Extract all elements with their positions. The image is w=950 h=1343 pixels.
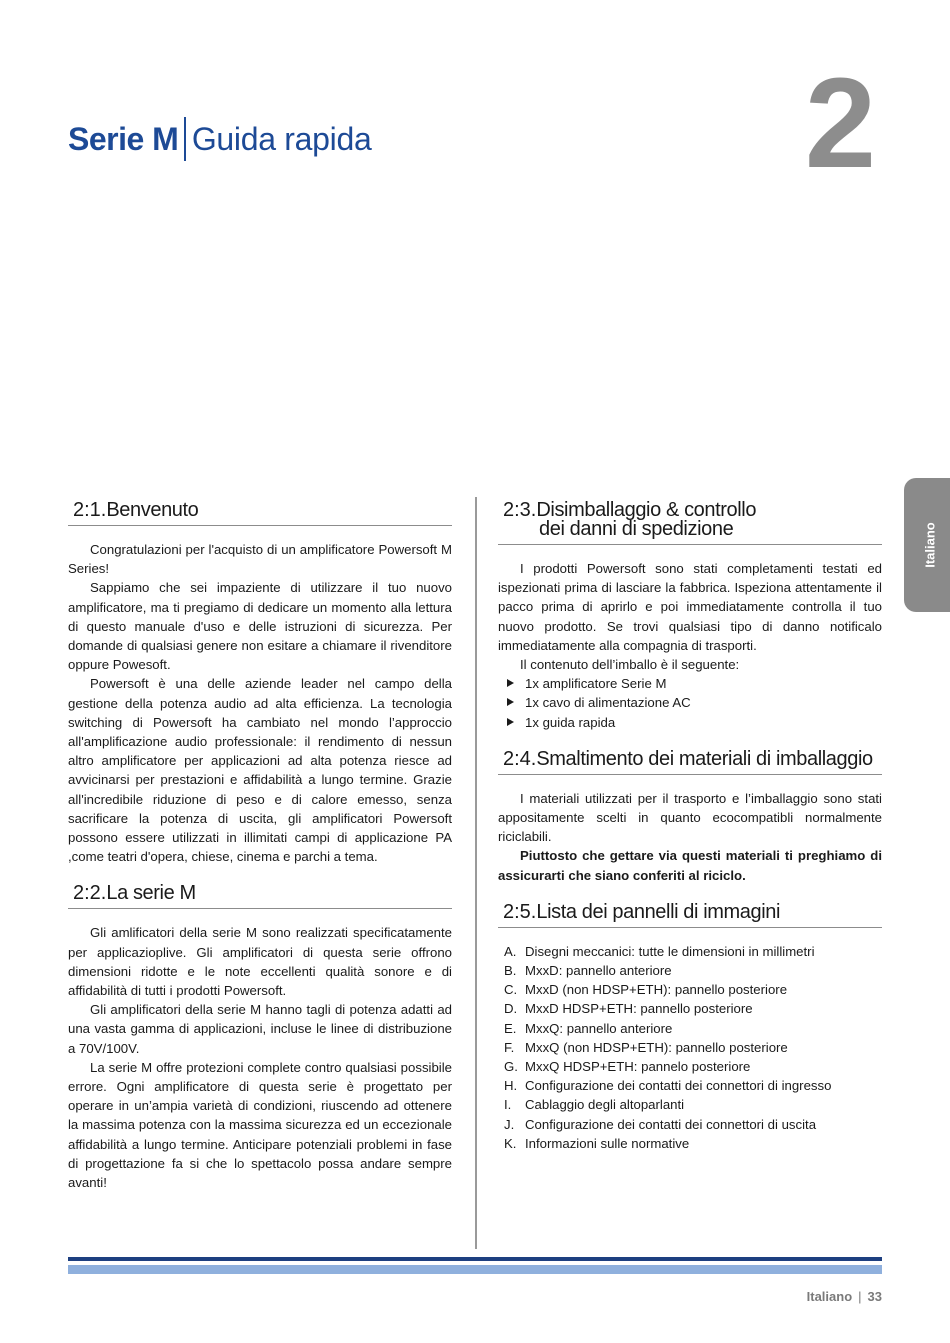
page-number: 33	[867, 1289, 882, 1304]
footer-language: Italiano	[806, 1289, 853, 1304]
list-item: 1x guida rapida	[498, 713, 882, 732]
list-item: D. MxxD HDSP+ETH: pannello posteriore	[504, 1001, 753, 1017]
section-heading-lista: 2:5.Lista dei pannelli di immagini	[498, 899, 882, 928]
paragraph: Congratulazioni per l'acquisto di un amplificatore Powersoft M Series!	[68, 542, 452, 577]
list-item: B. MxxD: pannello anteriore	[504, 963, 672, 979]
section-heading-disimballaggio: 2:3.Disimballaggio & controllo dei danni di spedizione	[498, 497, 882, 545]
right-column	[498, 497, 882, 1153]
language-tab-label: Italiano	[922, 522, 938, 568]
bullet-triangle-icon	[507, 679, 514, 687]
package-contents-list	[498, 674, 882, 732]
list-item: C. MxxD (non HDSP+ETH): pannello posteriore	[504, 982, 788, 998]
list-item: I. Cablaggio degli altoparlanti	[504, 1097, 685, 1113]
language-tab[interactable]	[904, 478, 950, 612]
bullet-triangle-icon	[507, 698, 514, 706]
page-footer	[807, 1289, 882, 1304]
list-item: 1x amplificatore Serie M	[498, 674, 882, 693]
recycling-notice: Piuttosto che gettare via questi materiali ti preghiamo di assicurarti che siano conferiti al riciclo.	[498, 848, 882, 883]
paragraph: Powersoft è una delle aziende leader nel campo della gestione della potenza audio ad alta efficienza. La tecnologia switching di Powersoft ha cambiato nel mondo l’approccio all'amplificazione audio professionale: il rendimento di nessun altro amplificatore per applicazioni ad alta potenza riesce ad avvicinarsi per prestazioni e affidabilità a lungo termine. Grazie all'incredibile riduzione di peso e di calore emesso, senza sacrificare la potenza di uscita, gli amplificatori Powersoft possono essere utilizzati in illimitati campi di applicazione PA ,come teatri d'opera, chiese, cinema e parchi a tema.	[68, 676, 452, 865]
title-divider	[184, 117, 186, 161]
section-heading-serie-m: 2:2.La serie M	[68, 880, 452, 909]
list-item: 1x cavo di alimentazione AC	[498, 693, 882, 712]
footer-rule-light	[68, 1265, 882, 1274]
paragraph: La serie M offre protezioni complete contro qualsiasi possibile errore. Ogni amplificatore di questa serie è progettato per operare in un’ampia varietà di condizioni, riuscendo ad ottenere la massima potenza con la massima sicurezza ed un eccezionale affidabilità a lungo termine. Anticipare potenziali problemi in fase di progettazione fa si che lo spettacolo possa andare sempre avanti!	[68, 1059, 452, 1191]
list-item: G. MxxQ HDSP+ETH: pannelo posteriore	[504, 1059, 751, 1075]
paragraph: I prodotti Powersoft sono stati completamenti testati ed ispezionati prima di lasciare la fabbrica. Ispeziona attentamente il pacco prima di aprirlo e poi immediatamente controlla il tuo nuovo prodotto. Se trovi qualsiasi tipo di danno notificalo immediatamente alla compagnia di trasporti.	[498, 561, 882, 653]
list-item: H. Configurazione dei contatti dei connettori di ingresso	[504, 1078, 832, 1094]
list-item: E. MxxQ: pannello anteriore	[504, 1020, 673, 1036]
list-item: A. Disegni meccanici: tutte le dimensioni in millimetri	[504, 943, 815, 959]
series-name: Serie M	[68, 120, 179, 157]
paragraph: Il contenuto dell’imballo è il seguente:	[520, 657, 740, 673]
image-panels-list	[498, 942, 882, 1153]
column-divider	[475, 497, 477, 1249]
paragraph: I materiali utilizzati per il trasporto e l’imballaggio sono stati appositamente scelti in quanto ecocompatibli normalmente riciclabili.	[498, 790, 882, 845]
list-item: K. Informazioni sulle normative	[504, 1135, 690, 1151]
footer-rule-dark	[68, 1257, 882, 1261]
paragraph: Sappiamo che sei impaziente di utilizzare il tuo nuovo amplificatore, ma ti pregiamo di dedicare un momento alla lettura di questo manuale d'uso e delle istruzioni di sicurezza. Per domande di qualsiasi genere non esitare a chiamare il rivenditore oppure Powesoft.	[68, 580, 452, 673]
list-item: J. Configurazione dei contatti dei connettori di uscita	[504, 1116, 817, 1132]
paragraph: Gli amlificatori della serie M sono realizzati specificatamente per applicazioplive. Gli amplificatori di questa serie offrono dimensioni ridotte e le note eccellenti qualità sonore e di affidabilità di tutti i prodotti Powersoft.	[68, 925, 452, 999]
chapter-number: 2	[804, 52, 872, 195]
paragraph: Gli amplificatori della serie M hanno tagli di potenza adatti ad una vasta gamma di applicazioni, incluse le linee di distribuzione a 70V/100V.	[68, 1002, 452, 1056]
section-heading-benvenuto: 2:1.Benvenuto	[68, 497, 452, 526]
list-item: F. MxxQ (non HDSP+ETH): pannello posteriore	[504, 1039, 788, 1055]
page-title	[68, 118, 371, 160]
footer-separator: |	[858, 1289, 862, 1304]
left-column	[68, 497, 452, 1192]
section-heading-smaltimento: 2:4.Smaltimento dei materiali di imballaggio	[498, 746, 882, 775]
bullet-triangle-icon	[507, 718, 514, 726]
guide-name: Guida rapida	[191, 120, 372, 157]
